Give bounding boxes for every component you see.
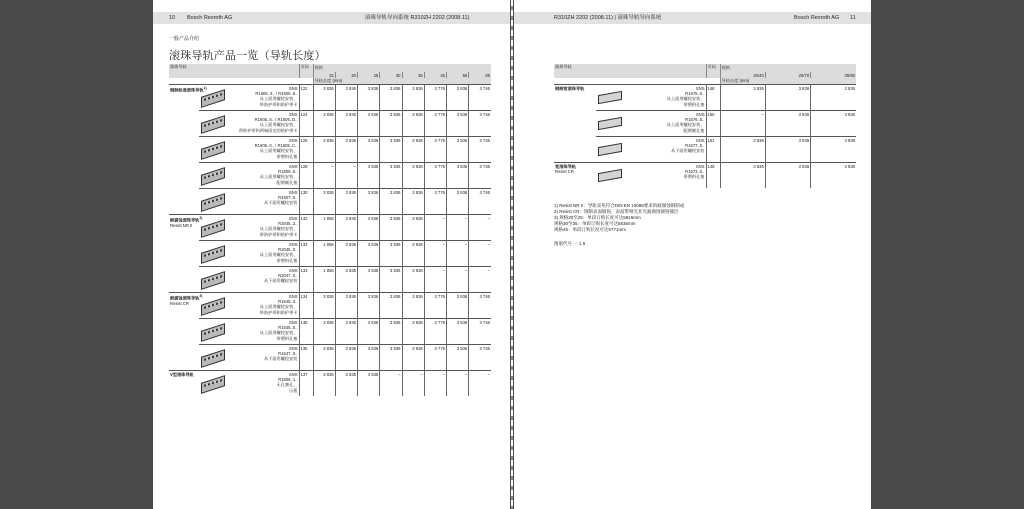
rail-length-value: 3 776 [424, 189, 446, 215]
rail-group [169, 371, 199, 397]
description-line: R1673..0.. [685, 169, 705, 175]
table-row [169, 163, 491, 189]
table-row [169, 215, 491, 241]
rail-length-value: – [402, 371, 424, 397]
rail-length-value: 3 836 [402, 111, 424, 137]
rail-description [199, 345, 299, 371]
description-line: 从上面用螺栓安装、 [259, 304, 298, 310]
rail-group [169, 85, 207, 111]
page-title: 滚珠导轨产品一览（导轨长度） [169, 50, 326, 62]
rail-length-value: 3 836 [335, 215, 357, 241]
description-line: R1645..3.. [278, 299, 298, 305]
rail-group [169, 163, 199, 189]
rail-group [554, 163, 596, 189]
size-column-header: 65 [469, 72, 491, 78]
description-line: SNS [288, 164, 298, 169]
description-line: 从上面用螺栓安装、 [259, 252, 298, 258]
rail-description [199, 241, 299, 267]
rail-group [554, 137, 596, 163]
rail-length-value: 3 836 [335, 189, 357, 215]
rail-description [199, 293, 299, 319]
rail-description [596, 137, 706, 163]
size-header: 规格 [720, 64, 856, 72]
description-line: R1605..0.. / R1605..C.. [254, 143, 298, 149]
rail-length-value: 3 836 [402, 189, 424, 215]
rail-length-value: 1 856 [313, 241, 335, 267]
rail-material: Resist CR [555, 169, 574, 175]
rail-length-value: – [469, 215, 491, 241]
length-header: 导轨长度 (mm) [720, 78, 856, 85]
description-line: SNS [288, 190, 298, 195]
rail-length-value: 3 776 [424, 111, 446, 137]
rail-length-value: – [424, 267, 446, 293]
left-page [153, 0, 510, 509]
rail-length-value: – [424, 371, 446, 397]
description-line: 无孔塞孔、 [276, 382, 298, 388]
table-row [169, 319, 491, 345]
table-row [169, 345, 491, 371]
page-ref: 148 [706, 85, 720, 111]
rail-length-value: – [469, 267, 491, 293]
description-line: R1675..0.. [685, 91, 705, 97]
rail-length-value: 3 836 [447, 111, 469, 137]
rail-length-value: 3 836 [402, 85, 424, 111]
rail-length-value: – [469, 241, 491, 267]
description-line: 配钢制孔塞 [683, 127, 705, 133]
rail-length-value: 3 836 [358, 241, 380, 267]
page-ref: 133 [299, 267, 313, 293]
size-column-header: 55 [447, 72, 469, 78]
rail-length-value: 3 836 [313, 319, 335, 345]
rail-group-name: 耐腐蚀滚珠导轨 [170, 295, 200, 301]
description-line: R1606..1.. [278, 377, 298, 383]
rail-group-name: 宽滚珠导轨 [555, 164, 576, 169]
table-row [554, 111, 856, 137]
size-column-header: 25/70 [765, 72, 810, 78]
right-page [514, 0, 871, 509]
rail-length-value: 3 836 [447, 345, 469, 371]
table-row [169, 85, 491, 111]
rail-length-value: 3 746 [469, 85, 491, 111]
rail-length-value: 3 836 [811, 137, 856, 163]
description-line: R1647..0.. [278, 351, 298, 357]
description-line: 带防护带和两端固定的防护带卡 [238, 127, 298, 133]
rail-group [169, 241, 199, 267]
page-number: 11 [850, 15, 856, 21]
description-line: R1677..0.. [685, 143, 705, 149]
rail-length-value: 3 836 [358, 215, 380, 241]
rail-length-value: 3 836 [380, 85, 402, 111]
description-line: 从上面用螺栓安装、 [259, 226, 298, 232]
rail-group [169, 267, 199, 293]
rail-description [199, 85, 299, 111]
description-line: SNS [695, 164, 705, 169]
size-column-header: 30 [380, 72, 402, 78]
rail-length-value: – [424, 241, 446, 267]
rail-length-value: 3 836 [313, 189, 335, 215]
rail-length-value: 3 836 [402, 215, 424, 241]
rail-length-value: 3 836 [335, 319, 357, 345]
description-line: 从下面用螺栓安装 [670, 148, 705, 154]
description-line: SNS [288, 294, 298, 299]
description-line: SNS [288, 86, 298, 91]
rail-group-name: 钢制宽滚珠导轨 [555, 86, 585, 91]
description-line: SNS [695, 138, 705, 143]
rail-length-value: 3 836 [402, 267, 424, 293]
table-row [169, 111, 491, 137]
rail-description [596, 111, 706, 137]
rail-length-value: 3 836 [358, 111, 380, 137]
size-column-header: 20/40 [720, 72, 765, 78]
rail-length-value: – [424, 215, 446, 241]
rail-length-value: 3 746 [469, 319, 491, 345]
right-page-header [514, 12, 871, 24]
description-line: 从上面用螺栓安装、 [259, 96, 298, 102]
rail-group [169, 293, 203, 319]
rail-length-value: 3 746 [469, 293, 491, 319]
description-line: SNS [288, 346, 298, 351]
rail-group [169, 345, 199, 371]
rail-length-value: 3 836 [358, 371, 380, 397]
rail-length-value: 3 836 [313, 137, 335, 163]
description-line: 带塑料孔塞 [683, 174, 705, 180]
rail-group-name: 钢制标准滚珠导轨 [170, 87, 204, 93]
rail-length-value: 3 836 [358, 137, 380, 163]
rail-length-value: – [447, 371, 469, 397]
description-line: 从上面用螺栓安装、 [666, 96, 705, 102]
rail-material: Resist NR II [170, 222, 193, 228]
rail-length-value: 3 836 [358, 189, 380, 215]
document-title: 滚珠导轨导向系统 R310ZH 2202 (2008.11) [365, 15, 470, 21]
left-page-header [153, 12, 510, 24]
rail-length-table [169, 64, 491, 396]
rail-length-value: 3 836 [447, 293, 469, 319]
description-line: 带塑料孔塞 [276, 335, 298, 341]
rail-description [199, 371, 299, 397]
rail-length-value: 3 836 [380, 293, 402, 319]
page-ref: 124 [299, 111, 313, 137]
rail-length-value: – [469, 371, 491, 397]
description-line: R1605..3.. / R1605..8.. [255, 91, 298, 97]
rail-length-value: 3 836 [380, 345, 402, 371]
description-line: R2045..0.. [278, 247, 298, 253]
rail-length-value: 3 836 [380, 137, 402, 163]
rail-length-value: 3 836 [380, 111, 402, 137]
rail-length-value: 3 836 [335, 111, 357, 137]
rail-length-value: 3 836 [335, 241, 357, 267]
rail-description [199, 137, 299, 163]
rail-length-value: 3 836 [402, 345, 424, 371]
rail-length-value: 3 836 [447, 137, 469, 163]
rail-length-value: 3 776 [424, 293, 446, 319]
rail-length-value: 3 836 [765, 163, 810, 189]
rail-length-value: 3 836 [402, 241, 424, 267]
description-line: R1605..6.. / R1605..D.. [254, 117, 298, 123]
rail-length-value: 3 746 [469, 111, 491, 137]
rail-length-value: 3 836 [811, 111, 856, 137]
description-line: 带塑料孔塞 [683, 101, 705, 107]
rail-length-value: 3 836 [313, 371, 335, 397]
footnote-ref: 1) [203, 86, 207, 90]
rail-length-value: 3 836 [380, 163, 402, 189]
description-line: R1645..0.. [278, 325, 298, 331]
rail-length-value: 3 836 [380, 215, 402, 241]
description-line: SNS [288, 242, 298, 247]
description-line: 从下面用螺栓安装 [263, 356, 298, 362]
section-label: 一般产品介绍 [169, 36, 200, 42]
rail-group [554, 85, 596, 111]
rail-length-value: 3 836 [402, 137, 424, 163]
description-line: SNS [695, 112, 705, 117]
page-ref: 132 [299, 215, 313, 241]
rail-length-value: 3 836 [720, 163, 765, 189]
description-line: R1676..5.. [685, 117, 705, 123]
rail-description [199, 189, 299, 215]
table-row [169, 267, 491, 293]
rail-length-value: 3 836 [335, 85, 357, 111]
rail-length-value: – [720, 111, 765, 137]
description-line: 从上面用螺栓安装、 [666, 122, 705, 128]
page-divider [511, 0, 513, 509]
description-line: SNS [288, 372, 298, 377]
document-title: R310ZH 2202 (2008.11) | 滚珠导轨导向系统 [554, 15, 662, 21]
rail-length-value: 3 836 [720, 137, 765, 163]
table-row [554, 137, 856, 163]
rail-length-value: 3 836 [358, 267, 380, 293]
description-line: SNS [288, 216, 298, 221]
description-line: 从下面用螺栓安装 [263, 278, 298, 284]
footnote-ref: 2) [199, 216, 203, 220]
rail-length-value: – [447, 215, 469, 241]
page-ref: 126 [299, 137, 313, 163]
page-ref: 150 [706, 111, 720, 137]
rail-length-value: – [335, 163, 357, 189]
table-row [554, 85, 856, 111]
footnote-line: 2) Resist CR：钢制表面镀铬，表面带哑光亚光耐腐蚀镀铬镀层 [554, 209, 679, 214]
rail-description [596, 85, 706, 111]
footnote-line: 规格45：单段订购长度可达5771mm [554, 227, 627, 232]
description-line: 从下面用螺栓安装 [263, 200, 298, 206]
rail-length-value: 3 836 [447, 163, 469, 189]
page-ref: 122 [299, 85, 313, 111]
table-row [169, 137, 491, 163]
rail-length-value: 3 746 [469, 345, 491, 371]
size-header: 规格 [313, 64, 491, 72]
description-line: R1607..0.. [278, 195, 298, 201]
size-column-header: 35 [402, 72, 424, 78]
page-header: 页码 [706, 64, 720, 78]
rail-length-value: 3 776 [424, 345, 446, 371]
group-header: 滚珠导轨 [554, 64, 596, 78]
rail-length-value: 3 836 [720, 85, 765, 111]
description-line: 带防护带和防护带卡 [259, 231, 298, 237]
table-row [554, 163, 856, 189]
page-ref: 135 [299, 345, 313, 371]
rail-description [199, 267, 299, 293]
rail-description [199, 319, 299, 345]
description-line: SNS [695, 86, 705, 91]
rail-group [169, 111, 199, 137]
rail-group [169, 189, 199, 215]
description-line: R1606..5.. [278, 169, 298, 175]
description-line: SNS [288, 112, 298, 117]
rail-length-value: 3 836 [335, 267, 357, 293]
rail-length-value: 3 776 [424, 163, 446, 189]
rail-length-value: 3 836 [380, 319, 402, 345]
rail-group [554, 111, 596, 137]
footnote-line: 3) 规格20至25：单段订购长度可达5816mm [554, 215, 641, 220]
table-row [169, 241, 491, 267]
page-ref: 133 [299, 241, 313, 267]
rail-length-value: 3 836 [358, 345, 380, 371]
rail-length-value: 3 836 [447, 319, 469, 345]
page-ref: 148 [706, 163, 720, 189]
footnotes [554, 203, 684, 233]
rail-length-value: – [313, 163, 335, 189]
company-name: Bosch Rexroth AG [187, 15, 233, 21]
rail-length-value: 3 836 [402, 293, 424, 319]
rail-group [169, 215, 203, 241]
size-column-header: 45 [424, 72, 446, 78]
rail-group [169, 137, 199, 163]
rail-length-value: 3 836 [358, 85, 380, 111]
description-line: SNS [288, 320, 298, 325]
page-ref: 137 [299, 371, 313, 397]
rail-length-value: 3 836 [811, 163, 856, 189]
footnote-line: 规格30至35：单段订购长度可达5836mm [554, 221, 636, 226]
rail-length-value: 3 836 [358, 163, 380, 189]
rail-length-value: 3 836 [358, 293, 380, 319]
description-line: 带防护带和防护带卡 [259, 309, 298, 315]
description-line: R2047..0.. [278, 273, 298, 279]
description-line: SNS [288, 268, 298, 273]
group-header: 滚珠导轨 [169, 64, 199, 78]
description-line: 带塑料孔塞 [276, 257, 298, 263]
description-line: R2045..3.. [278, 221, 298, 227]
description-line: 带塑料孔塞 [276, 153, 298, 159]
description-line: 从上面用螺栓安装、 [259, 122, 298, 128]
description-line: 压板 [289, 387, 298, 393]
rail-length-value: 3 836 [335, 345, 357, 371]
size-column-header: 20 [335, 72, 357, 78]
rail-length-value: 3 836 [313, 111, 335, 137]
description-line: 从上面用螺栓安装、 [259, 148, 298, 154]
rail-length-value: 3 836 [358, 319, 380, 345]
rail-description [596, 163, 706, 189]
rail-length-value: 3 746 [469, 137, 491, 163]
page-ref: 130 [299, 189, 313, 215]
table-row [169, 293, 491, 319]
description-line: 从上面用螺栓安装、 [259, 330, 298, 336]
table-row [169, 189, 491, 215]
rail-description [199, 111, 299, 137]
catalog-reference: 图册代号 一 1 6 [554, 241, 586, 246]
rail-length-value: 3 836 [313, 345, 335, 371]
rail-length-value: 1 856 [313, 215, 335, 241]
page-ref: 135 [299, 319, 313, 345]
rail-length-value: 3 836 [811, 85, 856, 111]
wide-rail-length-table [554, 64, 856, 188]
description-line: 带防护带和防护带卡 [259, 101, 298, 107]
rail-length-value: 3 836 [335, 293, 357, 319]
rail-length-value: 3 836 [765, 137, 810, 163]
size-column-header: 35/90 [811, 72, 856, 78]
company-name: Bosch Rexroth AG [794, 15, 840, 21]
footnote-line: 1) Resist NR II：导轨采用符合DIN EN 10088要求的耐腐蚀钢制成 [554, 203, 685, 208]
rail-length-value: 3 836 [765, 85, 810, 111]
rail-length-value: – [447, 241, 469, 267]
rail-length-value: 3 836 [380, 189, 402, 215]
size-column-header: 25 [358, 72, 380, 78]
rail-length-value: 3 836 [765, 111, 810, 137]
page-ref: 134 [299, 293, 313, 319]
description-line: 从上面用螺栓安装、 [259, 174, 298, 180]
page-ref: 128 [299, 163, 313, 189]
table-row [169, 371, 491, 397]
rail-length-value: 3 836 [313, 85, 335, 111]
rail-length-value: – [380, 371, 402, 397]
length-header: 导轨长度 (mm) [313, 78, 491, 85]
rail-length-value: 3 836 [447, 189, 469, 215]
rail-length-value: 3 746 [469, 189, 491, 215]
page-header: 页码 [299, 64, 313, 78]
rail-length-value: 3 836 [313, 293, 335, 319]
rail-length-value: 3 836 [402, 163, 424, 189]
description-line: 配钢制孔塞 [276, 179, 298, 185]
rail-length-value: 3 836 [380, 241, 402, 267]
rail-description [199, 163, 299, 189]
page-number: 10 [169, 15, 176, 21]
rail-length-value: 3 836 [402, 319, 424, 345]
rail-group-name: V型滚珠导轨 [170, 372, 194, 377]
footnote-ref: 3) [199, 294, 203, 298]
rail-description [199, 215, 299, 241]
rail-length-value: 3 776 [424, 319, 446, 345]
rail-length-value: 1 856 [313, 267, 335, 293]
description-line: SNS [288, 138, 298, 143]
rail-length-value: 3 836 [447, 85, 469, 111]
page-ref: 151 [706, 137, 720, 163]
rail-group [169, 319, 199, 345]
rail-length-value: 3 836 [380, 267, 402, 293]
rail-material: Resist CR [170, 300, 189, 306]
rail-group-name: 耐腐蚀滚珠导轨 [170, 217, 200, 223]
size-column-header: 15 [313, 72, 335, 78]
rail-length-value: 3 776 [424, 137, 446, 163]
rail-length-value: – [447, 267, 469, 293]
rail-length-value: 3 836 [335, 371, 357, 397]
rail-length-value: 3 746 [469, 163, 491, 189]
rail-length-value: 3 776 [424, 85, 446, 111]
rail-length-value: 3 836 [335, 137, 357, 163]
